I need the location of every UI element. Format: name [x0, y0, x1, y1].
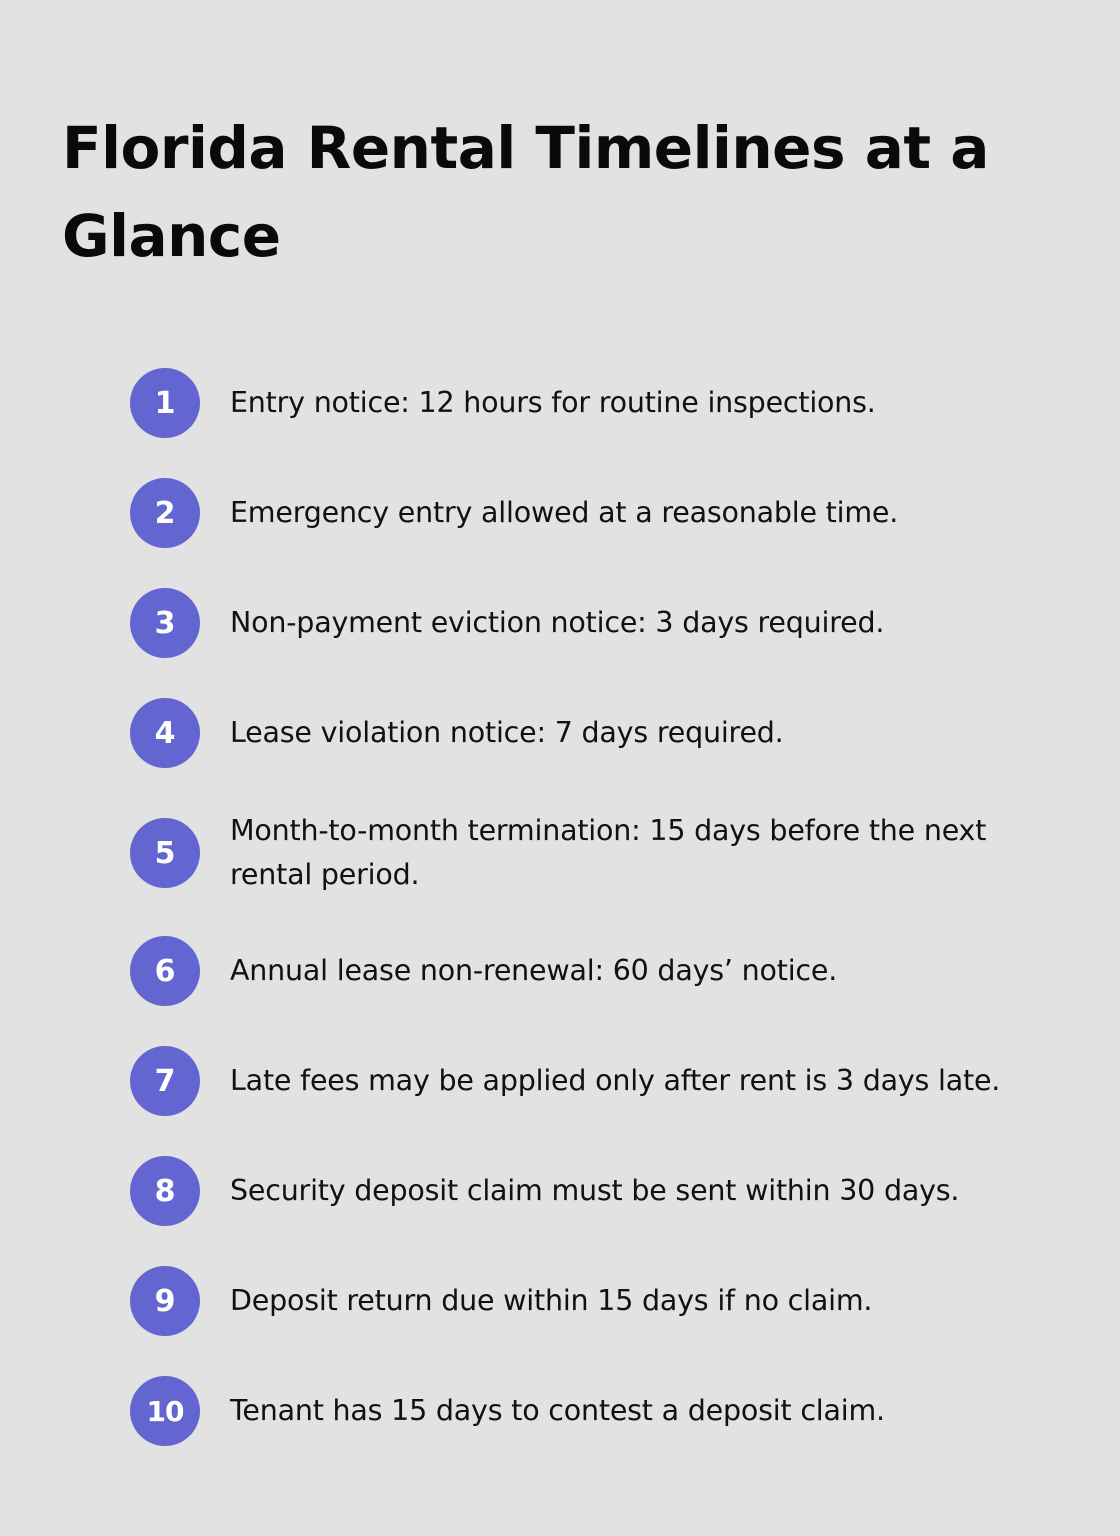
number-badge: 2 [130, 478, 200, 548]
number-badge: 9 [130, 1266, 200, 1336]
number-badge: 10 [130, 1376, 200, 1446]
item-text: Late fees may be applied only after rent is 3 days late. [230, 1064, 1001, 1097]
page-title: Florida Rental Timelines at a Glance [62, 114, 989, 270]
list-item [130, 936, 1050, 1006]
number-badge: 1 [130, 368, 200, 438]
item-text: Annual lease non-renewal: 60 days’ notice. [230, 954, 838, 987]
item-text: Tenant has 15 days to contest a deposit claim. [230, 1394, 885, 1427]
item-text: Non-payment eviction notice: 3 days required. [230, 606, 885, 639]
number-badge: 3 [130, 588, 200, 658]
item-text: Security deposit claim must be sent within 30 days. [230, 1174, 960, 1207]
item-text: Deposit return due within 15 days if no claim. [230, 1284, 873, 1317]
list-item [130, 478, 1050, 548]
item-text: Month-to-month termination: 15 days before the next rental period. [230, 814, 987, 891]
list-item [130, 588, 1050, 658]
list-item [130, 698, 1050, 768]
number-badge: 6 [130, 936, 200, 1006]
number-badge: 7 [130, 1046, 200, 1116]
list-item [130, 1046, 1050, 1116]
list-item [130, 814, 1050, 891]
number-badge: 8 [130, 1156, 200, 1226]
number-badge: 4 [130, 698, 200, 768]
list-item [130, 1266, 1050, 1336]
list-item [130, 1156, 1050, 1226]
number-badge: 5 [130, 818, 200, 888]
item-text: Emergency entry allowed at a reasonable time. [230, 496, 899, 529]
list-item [130, 1376, 1050, 1446]
list-item [130, 368, 1050, 438]
item-text: Lease violation notice: 7 days required. [230, 716, 784, 749]
item-text: Entry notice: 12 hours for routine inspections. [230, 386, 876, 419]
